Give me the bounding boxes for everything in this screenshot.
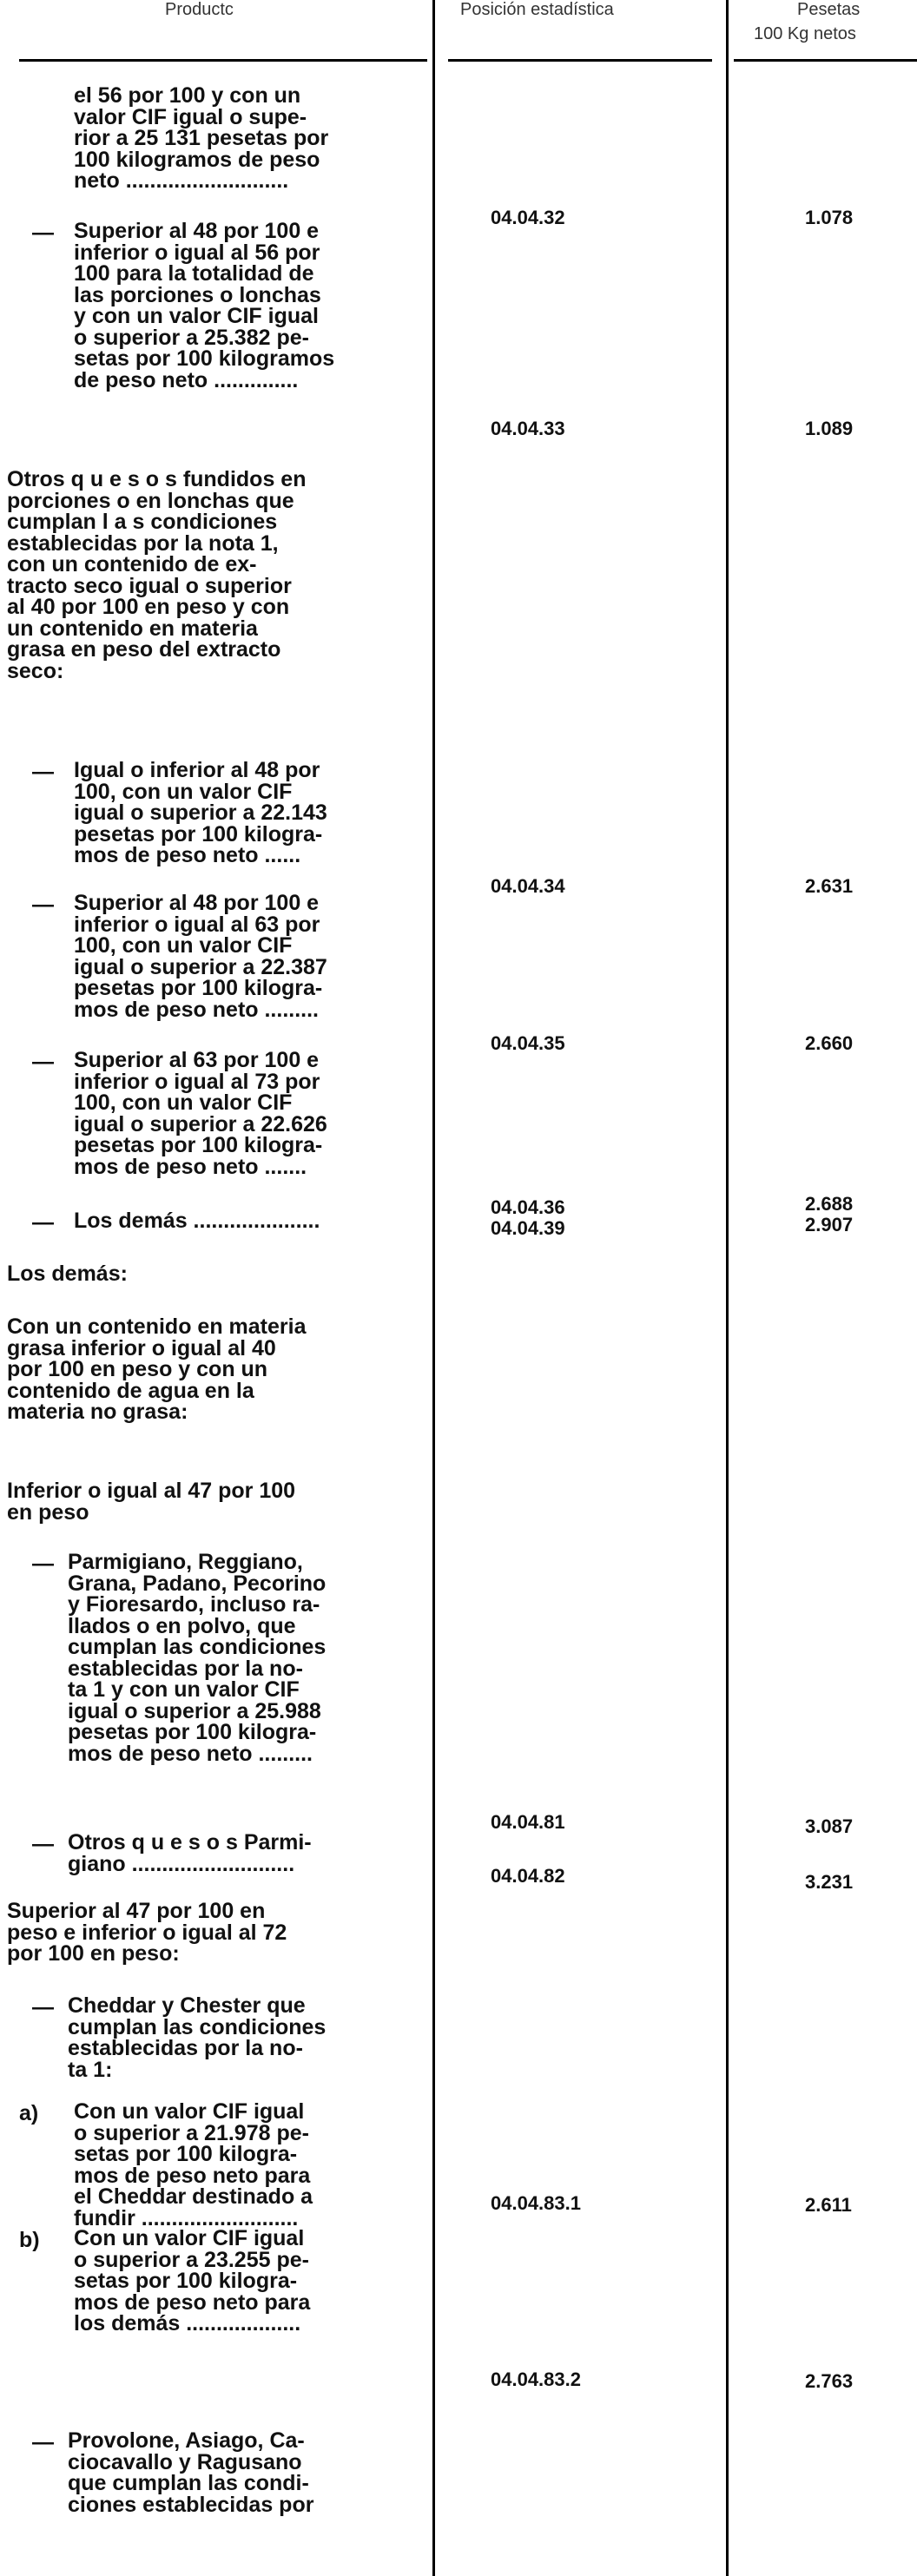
product-text-block: Parmigiano, Reggiano, Grana, Padano, Pecorino y Fioresardo, incluso ra- llados o en polvo, que cumplan las condiciones establecidas por la no- ta 1 y con un valor CIF igual o superior a 25.988 pesetas por 100 kilogra- mos de peso neto ......... (68, 1550, 327, 1766)
product-text-block: Los demás ..................... (74, 1209, 320, 1233)
position-code: 04.04.36 (491, 1196, 565, 1218)
dash-marker: — (32, 1995, 54, 2019)
position-code: 04.04.39 (491, 1217, 565, 1239)
item-marker-b: b) (19, 2228, 40, 2252)
pesetas-value: 3.087 (805, 1815, 854, 1837)
product-text-block: el 56 por 100 y con un valor CIF igual o supe- rior a 25 131 pesetas por 100 kilogramos de peso neto ........................... (74, 83, 329, 193)
product-text-block: Superior al 63 por 100 e inferior o igual al 73 por 100, con un valor CIF igual o superior a 22.626 pesetas por 100 kilogra- mos de peso neto ....... (74, 1048, 327, 1179)
column-divider-1 (432, 0, 435, 2576)
product-text-block: Con un valor CIF igual o superior a 23.255 pe- setas por 100 kilogra- mos de peso neto para los demás ................... (74, 2226, 311, 2336)
position-code: 04.04.83.2 (491, 2368, 581, 2390)
header-rule-pesetas (734, 59, 917, 62)
pesetas-value: 2.611 (805, 2194, 852, 2216)
dash-marker: — (32, 760, 54, 784)
position-code: 04.04.34 (491, 875, 565, 897)
position-code: 04.04.83.1 (491, 2192, 581, 2214)
dash-marker: — (32, 221, 54, 245)
position-code: 04.04.33 (491, 418, 565, 439)
pesetas-value: 1.089 (805, 418, 854, 439)
product-text-block: Los demás: (7, 1262, 128, 1286)
header-rule-producto (19, 59, 427, 62)
dash-marker: — (32, 1210, 54, 1235)
column-header-pesetas-unit: 100 Kg netos (754, 24, 856, 43)
product-text-block: Superior al 47 por 100 en peso e inferior o igual al 72 por 100 en peso: (7, 1899, 287, 1966)
product-text-block: Con un contenido en materia grasa inferior o igual al 40 por 100 en peso y con un contenido de agua en la materia no grasa: (7, 1314, 307, 1424)
product-text-block: Cheddar y Chester que cumplan las condiciones establecidas por la no- ta 1: (68, 1993, 327, 2082)
product-text-block: Otros q u e s o s fundidos en porciones o en lonchas que cumplan l a s condiciones establecidas por la nota 1, con un contenido de ex- tracto seco igual o superior al 40 por 100 en peso y con un contenido en materia grasa en peso del extracto seco: (7, 467, 307, 683)
position-code: 04.04.82 (491, 1865, 565, 1887)
product-text-block: Igual o inferior al 48 por 100, con un valor CIF igual o superior a 22.143 pesetas por 100 kilogra- mos de peso neto ...... (74, 758, 327, 867)
pesetas-value: 2.688 (805, 1193, 854, 1215)
column-header-posicion: Posición estadística (460, 0, 614, 19)
pesetas-value: 3.231 (805, 1871, 854, 1893)
pesetas-value: 2.660 (805, 1032, 854, 1054)
column-header-pesetas: Pesetas (797, 0, 861, 19)
product-text-block: Superior al 48 por 100 e inferior o igual al 56 por 100 para la totalidad de las porciones o lonchas y con un valor CIF igual o superior a 25.382 pe- setas por 100 kilogramos de peso neto .............. (74, 219, 335, 392)
dash-marker: — (32, 1050, 54, 1074)
pesetas-value: 2.763 (805, 2370, 854, 2392)
header-rule-posicion (448, 59, 712, 62)
position-code: 04.04.32 (491, 207, 565, 228)
product-text-block: Superior al 48 por 100 e inferior o igual al 63 por 100, con un valor CIF igual o superior a 22.387 pesetas por 100 kilogra- mos de peso neto ......... (74, 891, 327, 1022)
position-code: 04.04.35 (491, 1032, 565, 1054)
item-marker-a: a) (19, 2101, 39, 2125)
dash-marker: — (32, 893, 54, 917)
product-text-block: Otros q u e s o s Parmi- giano ........................... (68, 1830, 312, 1876)
pesetas-value: 1.078 (805, 207, 854, 228)
pesetas-value: 2.907 (805, 1214, 854, 1235)
pesetas-value: 2.631 (805, 875, 854, 897)
column-divider-2 (726, 0, 729, 2576)
product-text-block: Provolone, Asiago, Ca- ciocavallo y Ragusano que cumplan las condi- ciones establecidas por (68, 2428, 314, 2517)
position-code: 04.04.81 (491, 1811, 565, 1833)
product-text-block: Inferior o igual al 47 por 100 en peso (7, 1479, 296, 1525)
dash-marker: — (32, 2430, 54, 2454)
dash-marker: — (32, 1552, 54, 1576)
dash-marker: — (32, 1832, 54, 1856)
product-text-block: Con un valor CIF igual o superior a 21.978 pe- setas por 100 kilogra- mos de peso neto para el Cheddar destinado a fundir .......................... (74, 2099, 313, 2230)
column-header-producto: Productc (165, 0, 234, 19)
